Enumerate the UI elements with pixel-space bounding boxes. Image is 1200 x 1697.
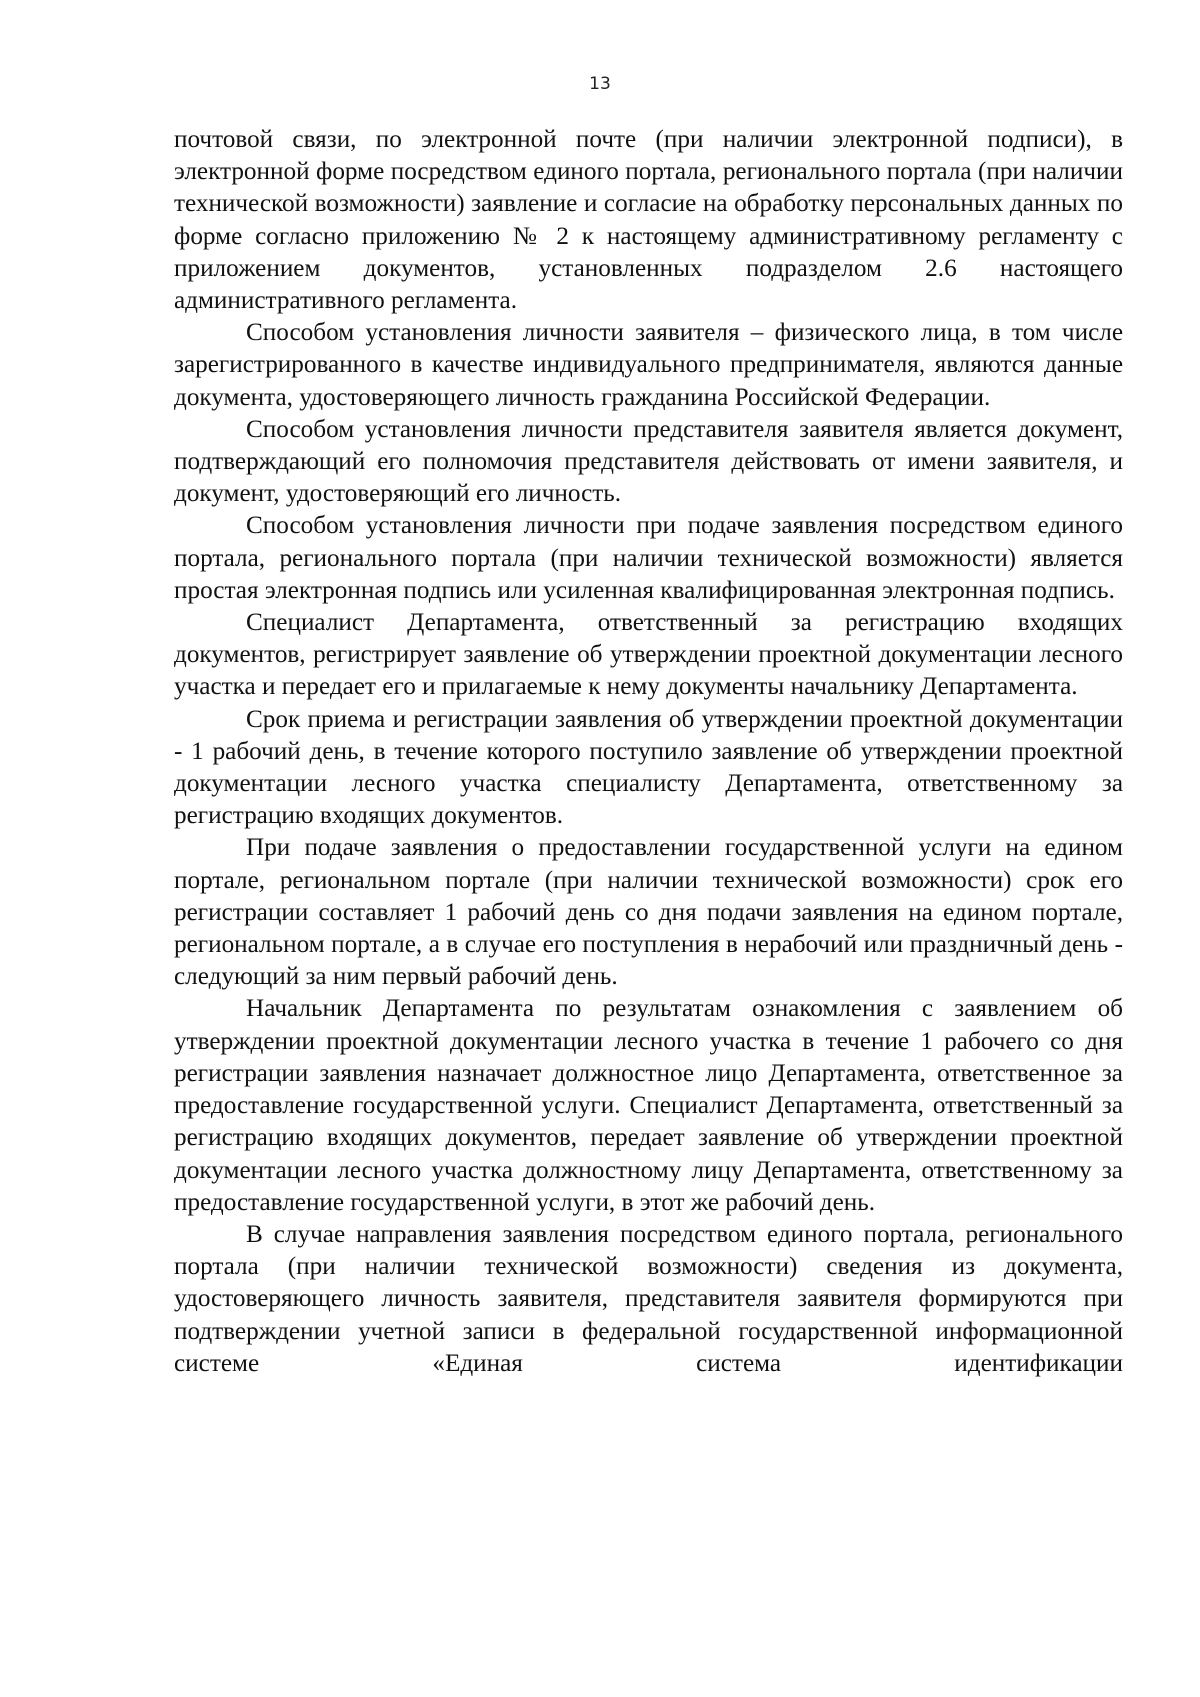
paragraph-identity-representative: Способом установления личности представителя заявителя является документ, подтверждающий его полномочия представителя действовать от имени заявителя, и документ, удостоверяющий его личность. <box>174 415 1123 508</box>
paragraph-portal-registration-term: При подаче заявления о предоставлении государственной услуги на едином портале, региональном портале (при наличии технической возможности) срок его регистрации составляет 1 рабочий день со дня подачи заявления на едином портале, региональном портале, а в случае его поступления в нерабочий или праздничный день - следующий за ним первый рабочий день. <box>174 834 1123 991</box>
paragraph-portal-identity-data: В случае направления заявления посредством единого портала, регионального портала (при наличии технической возможности) сведения из документа, удостоверяющего личность заявителя, представителя заявителя формируются при подтверждении учетной записи в федеральной государственной информационной системе «Единая система идентификации <box>174 1220 1123 1377</box>
page-number: 13 <box>589 74 611 94</box>
paragraph-identity-applicant: Способом установления личности заявителя – физического лица, в том числе зарегистрированного в качестве индивидуального предпринимателя, являются данные документа, удостоверяющего личность гражданина Российской Федерации. <box>174 319 1123 411</box>
paragraph-registration-specialist: Специалист Департамента, ответственный за регистрацию входящих документов, регистрирует заявление об утверждении проектной документации лесного участка и передает его и прилагаемые к нему документы начальнику Департамента. <box>174 609 1123 701</box>
paragraph-registration-term: Срок приема и регистрации заявления об утверждении проектной документации - 1 рабочий день, в течение которого поступило заявление об утверждении проектной документации лесного участка специалисту Департамента, ответственному за регистрацию входящих документов. <box>174 705 1123 830</box>
paragraph-continuation: почтовой связи, по электронной почте (при наличии электронной подписи), в электронной форме посредством единого портала, регионального портала (при наличии технической возможности) заявление и согласие на обработку персональных данных по форме согласно приложению № 2 к настоящему административному регламенту с приложением документов, установленных подразделом 2.6 настоящего административного регламента. <box>174 126 1123 315</box>
document-body <box>174 124 1123 1380</box>
paragraph-identity-portal: Способом установления личности при подаче заявления посредством единого портала, регионального портала (при наличии технической возможности) является простая электронная подпись или усиленная квалифицированная электронная подпись. <box>174 512 1123 604</box>
paragraph-department-head: Начальник Департамента по результатам ознакомления с заявлением об утверждении проектной документации лесного участка в течение 1 рабочего со дня регистрации заявления назначает должностное лицо Департамента, ответственное за предоставление государственной услуги. Специалист Департамента, ответственный за регистрацию входящих документов, передает заявление об утверждении проектной документации лесного участка должностному лицу Департамента, ответственному за предоставление государственной услуги, в этот же рабочий день. <box>174 995 1123 1216</box>
